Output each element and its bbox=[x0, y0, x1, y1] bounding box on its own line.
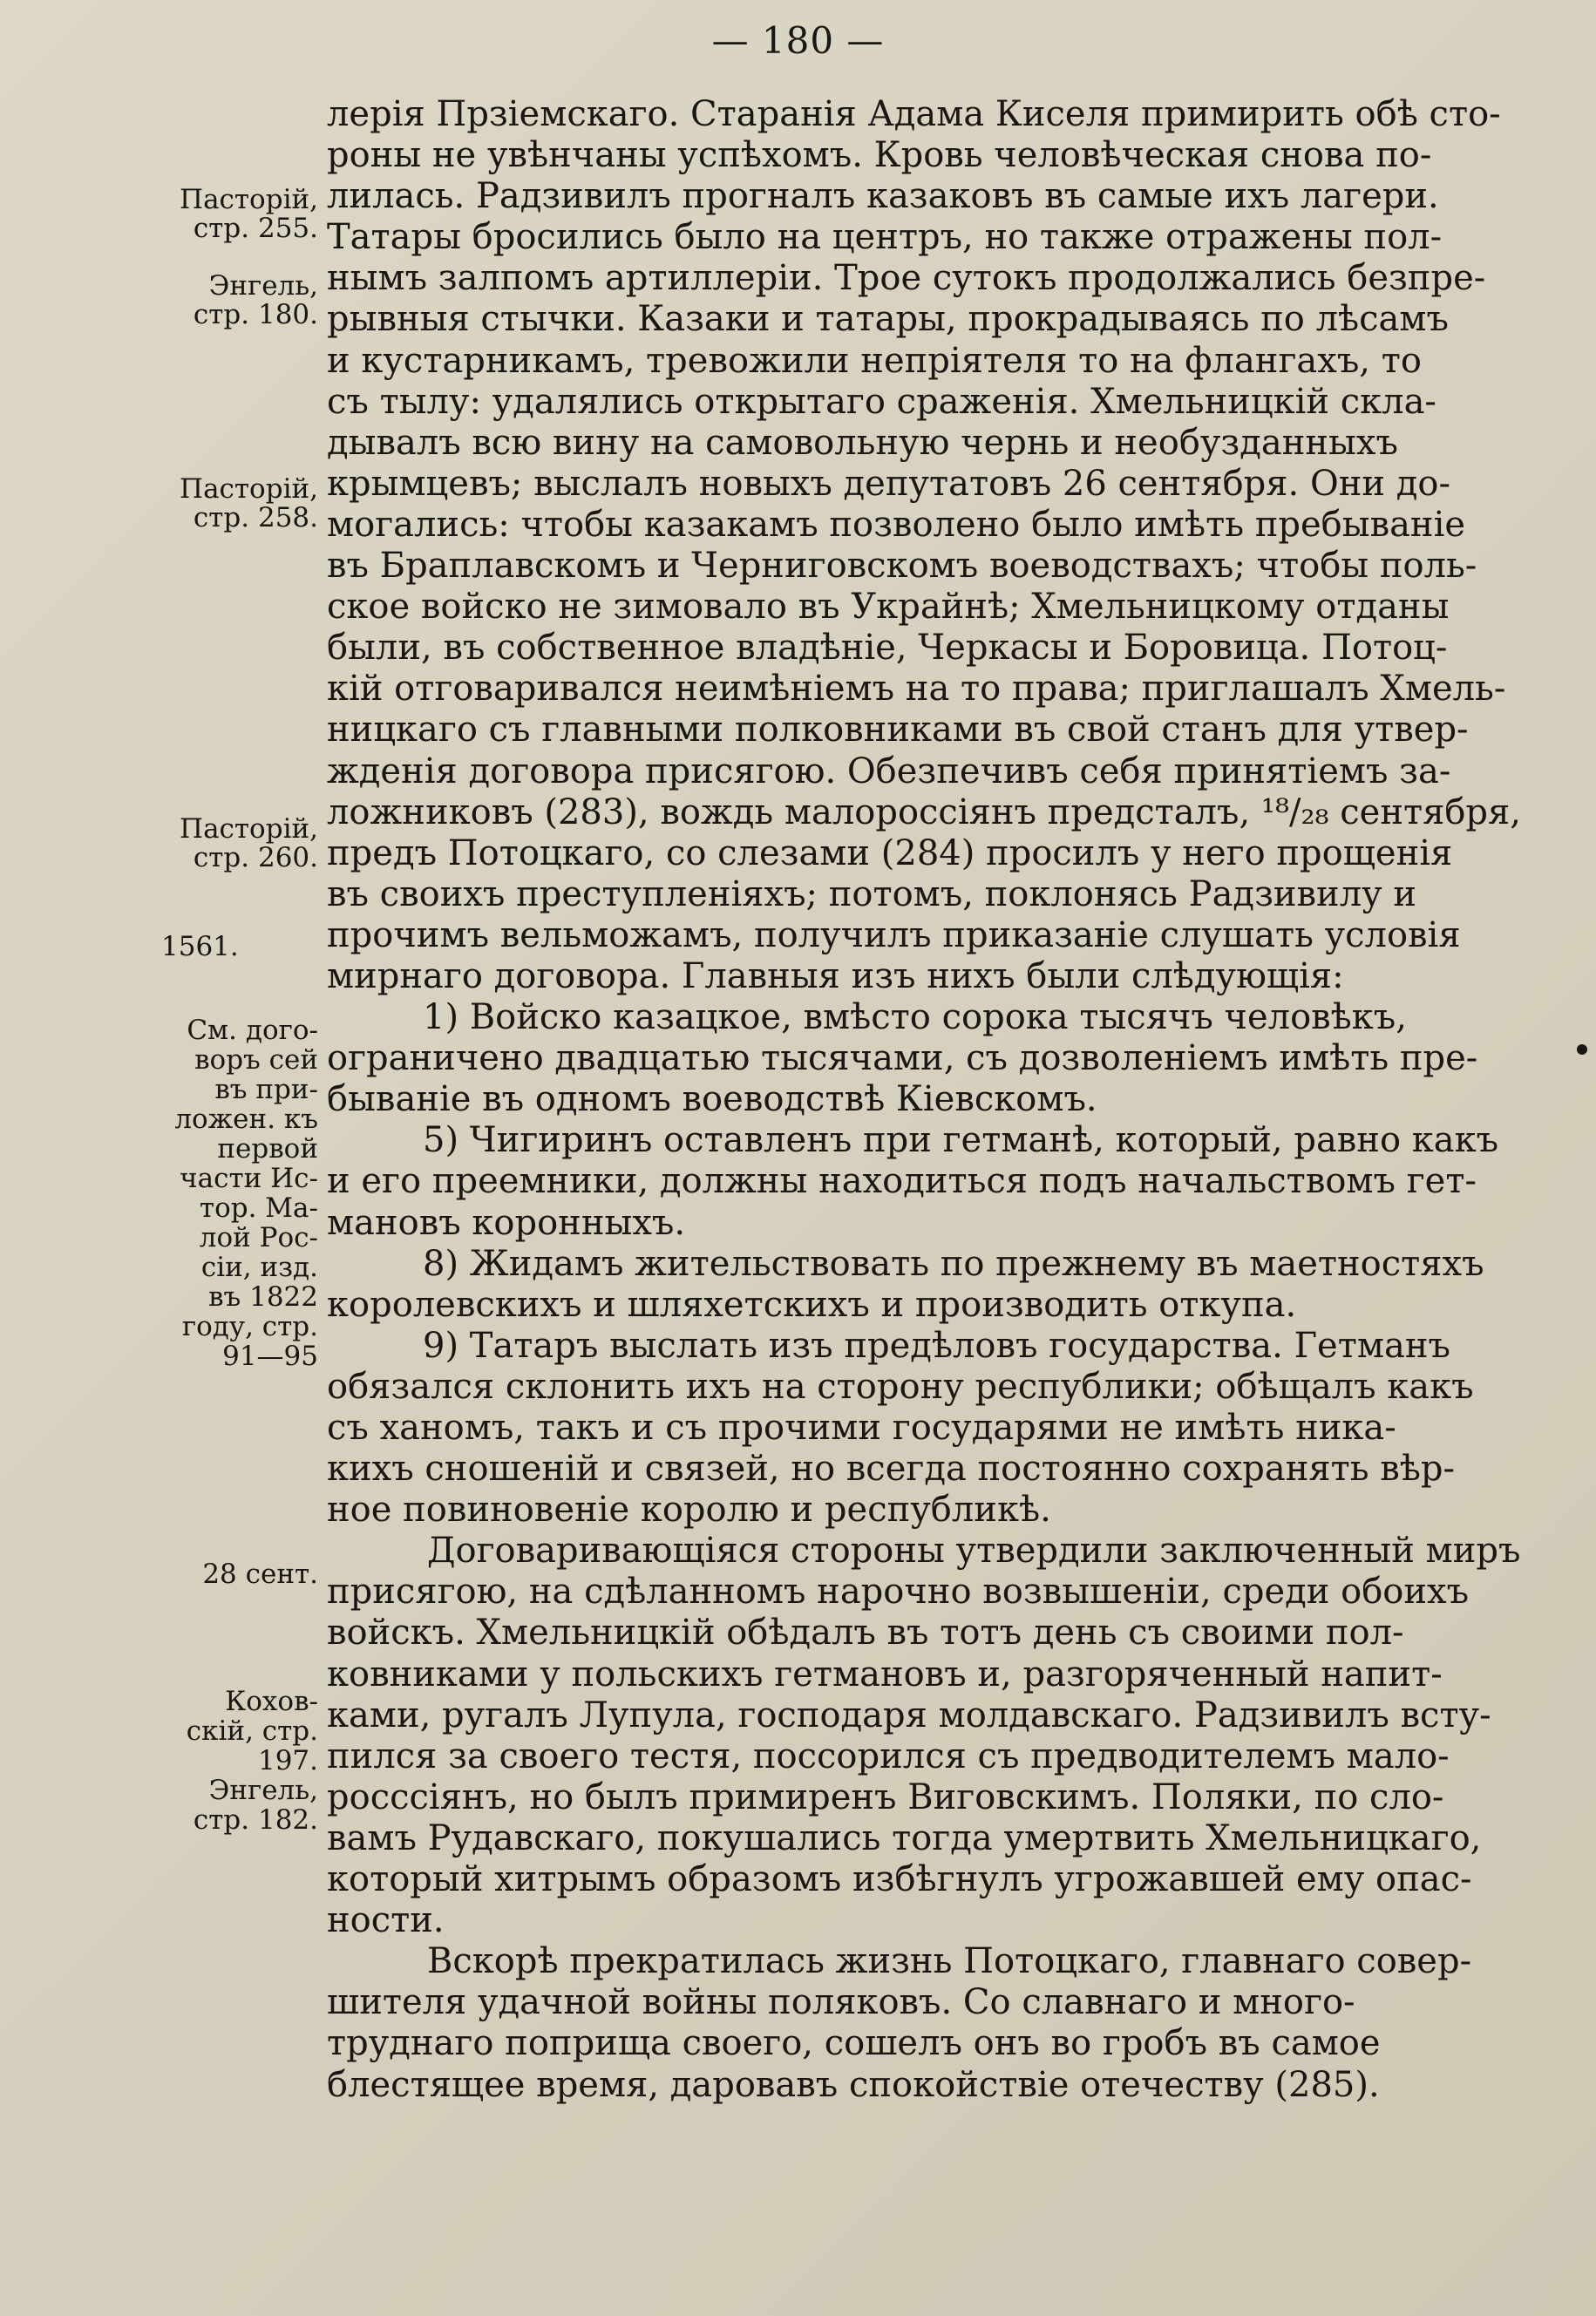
text-line: роны не увѣнчаны успѣхомъ. Кровь человѣческая снова по- bbox=[327, 135, 1432, 176]
text-line: нымъ залпомъ артиллеріи. Трое сутокъ продолжались безпре- bbox=[327, 258, 1486, 299]
text-line: жденія договора присягою. Обезпечивъ себя принятіемъ за- bbox=[327, 750, 1451, 791]
margin-note-engel-180: Энгель, стр. 180. bbox=[193, 270, 318, 330]
text-line: и кустарникамъ, тревожили непріятеля то на флангахъ, то bbox=[327, 340, 1422, 381]
main-text bbox=[327, 94, 1547, 2106]
text-line: ницкаго съ главными полковниками въ свой станъ для утвер- bbox=[327, 710, 1469, 750]
margin-note-kokhovsky: Кохов- скій, стр. 197. Энгель, стр. 182. bbox=[186, 1686, 318, 1836]
margin-note-year: 1561. bbox=[161, 931, 239, 962]
text-line: шителя удачной войны поляковъ. Со славнаго и много- bbox=[327, 1982, 1355, 2023]
text-line: королевскихъ и шляхетскихъ и производить откупа. bbox=[327, 1284, 1297, 1325]
text-line: войскъ. Хмельницкій обѣдалъ въ тотъ день съ своими пол- bbox=[327, 1613, 1404, 1654]
text-line: мирнаго договора. Главныя изъ нихъ были слѣдующія: bbox=[327, 955, 1344, 996]
text-line: крымцевъ; выслалъ новыхъ депутатовъ 26 сентября. Они до- bbox=[327, 463, 1451, 504]
margin-note-pastoriy-255: Пасторій, стр. 255. bbox=[180, 184, 318, 244]
text-line: блестящее время, даровавъ спокойствіе отечеству (285). bbox=[327, 2064, 1380, 2105]
text-line: были, въ собственное владѣніе, Черкасы и Боровица. Потоц- bbox=[327, 628, 1448, 669]
text-line: дывалъ всю вину на самовольную чернь и необузданныхъ bbox=[327, 422, 1398, 463]
text-line: предъ Потоцкаго, со слезами (284) просилъ у него прощенія bbox=[327, 832, 1453, 873]
text-line: кихъ сношеній и связей, но всегда постоянно сохранять вѣр- bbox=[327, 1449, 1456, 1490]
text-line: ности. bbox=[327, 1900, 445, 1941]
text-line: и его преемники, должны находиться подъ начальствомъ гет- bbox=[327, 1161, 1477, 1202]
text-line: обязался склонить ихъ на сторону республики; обѣщалъ какъ bbox=[327, 1366, 1474, 1407]
text-line: труднаго поприща своего, сошелъ онъ во гробъ въ самое bbox=[327, 2023, 1381, 2064]
text-line: ложниковъ (283), вождь малороссіянъ предсталъ, ¹⁸/₂₈ сентября, bbox=[327, 791, 1521, 832]
text-line: мановъ коронныхъ. bbox=[327, 1202, 686, 1243]
ink-spot bbox=[1577, 1044, 1587, 1055]
text-line: рывныя стычки. Казаки и татары, прокрадываясь по лѣсамъ bbox=[327, 299, 1449, 340]
text-line: пился за своего тестя, поссорился съ предводителемъ мало- bbox=[327, 1735, 1450, 1776]
text-line: ограничено двадцатью тысячами, съ дозволеніемъ имѣть пре- bbox=[327, 1038, 1478, 1079]
text-line: съ ханомъ, такъ и съ прочими государями не имѣть ника- bbox=[327, 1408, 1396, 1448]
margin-note-treaty-reference: См. дого- воръ сей въ при- ложен. къ первой части Ис- тор. Ма- лой Рос- сіи, изд. въ 1822 году, стр. 91—95 bbox=[174, 1015, 318, 1372]
text-line: быванiе въ одномъ воеводствѣ Кiевскомъ. bbox=[327, 1079, 1097, 1120]
text-line: ковниками у польскихъ гетмановъ и, разгоряченный напит- bbox=[327, 1654, 1443, 1695]
margin-note-date: 28 сент. bbox=[202, 1559, 318, 1590]
text-line: могались: чтобы казакамъ позволено было имѣть пребываніе bbox=[327, 504, 1466, 545]
text-line: 8) Жидамъ жительствовать по прежнему въ маетностяхъ bbox=[423, 1243, 1484, 1284]
margin-note-pastoriy-260: Пасторій, стр. 260. bbox=[180, 813, 318, 873]
text-line: 1) Войско казацкое, вмѣсто сорока тысячъ человѣкъ, bbox=[423, 997, 1407, 1038]
text-line: ками, ругалъ Лупула, господаря молдавскаго. Радзивилъ всту- bbox=[327, 1695, 1491, 1735]
text-line: въ Браплавскомъ и Черниговскомъ воеводствахъ; чтобы поль- bbox=[327, 546, 1477, 587]
text-line: 5) Чигиринъ оставленъ при гетманѣ, который, равно какъ bbox=[423, 1120, 1499, 1161]
text-line: росссіянъ, но былъ примиренъ Виговскимъ. Поляки, по сло- bbox=[327, 1776, 1444, 1817]
text-line: ное повиновеніе королю и республикѣ. bbox=[327, 1490, 1051, 1531]
text-line: въ своихъ преступленіяхъ; потомъ, поклонясь Радзивилу и bbox=[327, 873, 1417, 914]
text-line: Договаривающіяся стороны утвердили заключенный миръ bbox=[427, 1531, 1521, 1572]
text-line: Татары бросились было на центръ, но также отражены пол- bbox=[327, 217, 1443, 258]
margin-note-pastoriy-258: Пасторій, стр. 258. bbox=[180, 473, 318, 533]
text-line: вамъ Рудавскаго, покушались тогда умертвить Хмельницкаго, bbox=[327, 1817, 1482, 1858]
text-line: который хитрымъ образомъ избѣгнулъ угрожавшей ему опас- bbox=[327, 1859, 1472, 1900]
text-line: съ тылу: удалялись открытаго сраженія. Хмельницкій скла- bbox=[327, 381, 1436, 422]
text-line: присягою, на сдѣланномъ нарочно возвышеніи, среди обоихъ bbox=[327, 1572, 1470, 1613]
text-line: кій отговаривался неимѣніемъ на то права; приглашалъ Хмель- bbox=[327, 669, 1506, 710]
text-line: Вскорѣ прекратилась жизнь Потоцкаго, главнаго совер- bbox=[427, 1941, 1472, 1982]
text-line: прочимъ вельможамъ, получилъ приказаніе слушать условія bbox=[327, 914, 1461, 955]
text-line: ское войско не зимовало въ Украйнѣ; Хмельницкому отданы bbox=[327, 587, 1450, 628]
page-number: — 180 — bbox=[711, 19, 885, 62]
text-line: лилась. Радзивилъ прогналъ казаковъ въ самые ихъ лагери. bbox=[327, 176, 1439, 217]
text-line: 9) Татаръ выслать изъ предѣловъ государства. Гетманъ bbox=[423, 1325, 1450, 1366]
text-line: лерія Прзіемскаго. Старанія Адама Киселя примирить обѣ сто- bbox=[327, 94, 1501, 134]
